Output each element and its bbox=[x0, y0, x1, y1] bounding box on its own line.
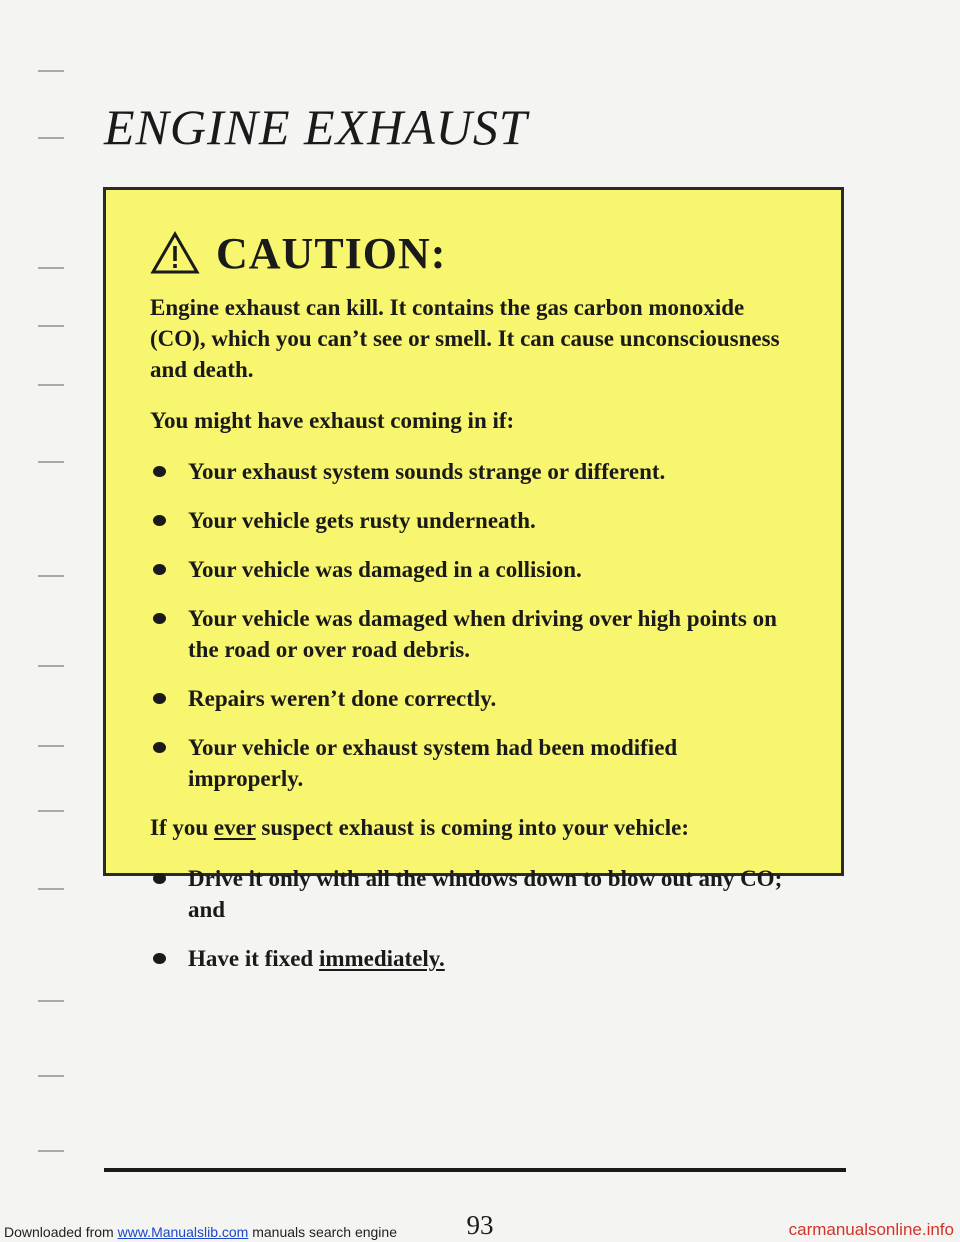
footer-rule bbox=[104, 1168, 846, 1172]
list-item: Your vehicle or exhaust system had been modified improperly. bbox=[150, 732, 797, 794]
manualslib-link[interactable]: www.Manualslib.com bbox=[117, 1224, 249, 1240]
suspect-line: If you ever suspect exhaust is coming into your vehicle: bbox=[150, 815, 690, 840]
margin-tick bbox=[38, 810, 64, 812]
bullet-icon bbox=[153, 742, 166, 753]
margin-tick bbox=[38, 1075, 64, 1077]
cause-list bbox=[150, 456, 797, 794]
margin-tick bbox=[38, 325, 64, 327]
list-item: Have it fixed immediately. bbox=[150, 943, 797, 974]
download-notice: Downloaded from www.Manualslib.com manuals search engine bbox=[4, 1224, 397, 1240]
watermark: carmanualsonline.info bbox=[788, 1220, 954, 1239]
margin-tick bbox=[38, 1150, 64, 1152]
margin-tick bbox=[38, 461, 64, 463]
bullet-icon bbox=[153, 873, 166, 884]
list-item: Your vehicle was damaged in a collision. bbox=[150, 554, 797, 585]
caution-box bbox=[103, 187, 844, 971]
margin-tick bbox=[38, 137, 64, 139]
page-title: ENGINE EXHAUST bbox=[104, 99, 528, 155]
page-number: 93 bbox=[466, 1210, 494, 1240]
margin-tick bbox=[38, 70, 64, 72]
margin-tick bbox=[38, 575, 64, 577]
margin-tick bbox=[38, 888, 64, 890]
emphasis-immediately: immediately. bbox=[318, 946, 445, 971]
bullet-icon bbox=[153, 466, 166, 477]
emphasis-ever: ever bbox=[213, 815, 256, 840]
caution-intro: Engine exhaust can kill. It contains the gas carbon monoxide (CO), which you can’t see or smell. It can cause unconsciousness and death. bbox=[150, 295, 780, 382]
caution-heading: CAUTION: bbox=[216, 228, 447, 278]
bullet-icon bbox=[153, 693, 166, 704]
caution-header bbox=[150, 226, 797, 280]
warning-triangle-icon bbox=[150, 231, 200, 275]
bullet-icon bbox=[153, 953, 166, 964]
margin-tick bbox=[38, 745, 64, 747]
list-item: Your vehicle was damaged when driving over high points on the road or over road debris. bbox=[150, 603, 797, 665]
bullet-icon bbox=[153, 564, 166, 575]
list-item: Your vehicle gets rusty underneath. bbox=[150, 505, 797, 536]
margin-tick bbox=[38, 665, 64, 667]
list-item: Your exhaust system sounds strange or different. bbox=[150, 456, 797, 487]
list-item: Repairs weren’t done correctly. bbox=[150, 683, 797, 714]
bullet-icon bbox=[153, 613, 166, 624]
margin-tick bbox=[38, 267, 64, 269]
list-intro: You might have exhaust coming in if: bbox=[150, 408, 515, 433]
action-list bbox=[150, 863, 797, 974]
list-item: Drive it only with all the windows down to blow out any CO; and bbox=[150, 863, 797, 925]
margin-tick bbox=[38, 384, 64, 386]
margin-tick bbox=[38, 1000, 64, 1002]
bullet-icon bbox=[153, 515, 166, 526]
